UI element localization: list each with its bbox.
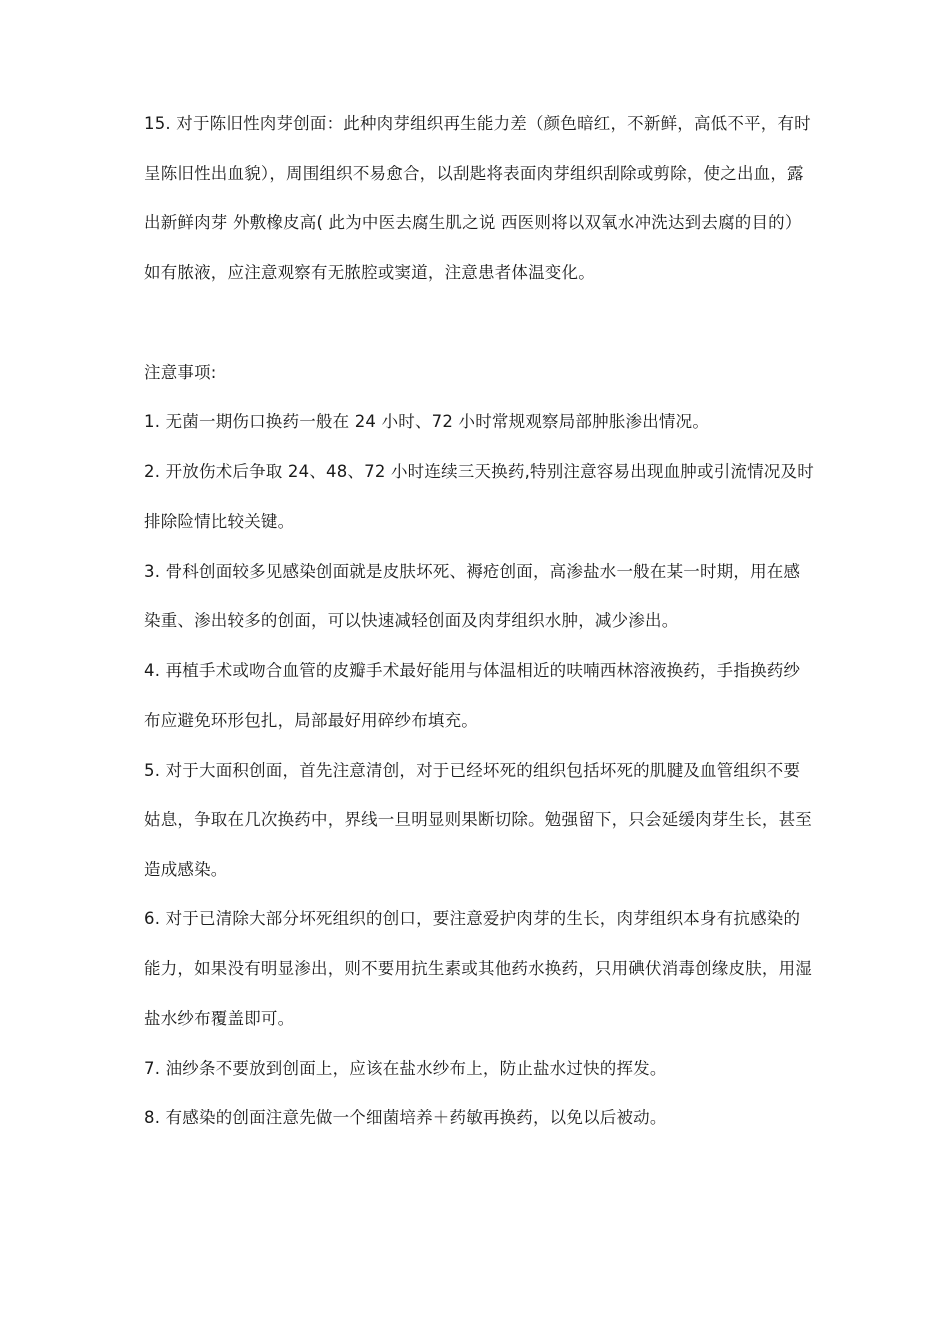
note-3-line-2: 染重、渗出较多的创面，可以快速减轻创面及肉芽组织水肿，减少渗出。 [144, 611, 679, 630]
note-3-line-1: 3. 骨科创面较多见感染创面就是皮肤坏死、褥疮创面，高渗盐水一般在某一时期，用在感 [144, 562, 801, 581]
para15-line-4: 如有脓液，应注意观察有无脓腔或窦道，注意患者体温变化。 [144, 263, 595, 282]
note-5-line-1: 5. 对于大面积创面，首先注意清创，对于已经坏死的组织包括坏死的肌腱及血管组织不要 [144, 761, 801, 780]
para15-line-2: 呈陈旧性出血貌），周围组织不易愈合，以刮匙将表面肉芽组织刮除或剪除，使之出血，露 [144, 164, 804, 183]
note-2-line-2: 排除险情比较关键。 [144, 512, 295, 531]
note-4-line-1: 4. 再植手术或吻合血管的皮瓣手术最好能用与体温相近的呋喃西林溶液换药，手指换药纱 [144, 661, 801, 680]
note-1-line-1: 1. 无菌一期伤口换药一般在 24 小时、72 小时常规观察局部肿胀渗出情况。 [144, 412, 710, 431]
note-6-line-3: 盐水纱布覆盖即可。 [144, 1009, 295, 1028]
note-6-line-1: 6. 对于已清除大部分坏死组织的创口，要注意爱护肉芽的生长，肉芽组织本身有抗感染的 [144, 909, 801, 928]
para15-line-3: 出新鲜肉芽 外敷橡皮高( 此为中医去腐生肌之说 西医则将以双氧水冲洗达到去腐的目的） [144, 213, 802, 232]
note-5-line-2: 姑息，争取在几次换药中，界线一旦明显则果断切除。勉强留下，只会延缓肉芽生长，甚至 [144, 810, 812, 829]
note-5-line-3: 造成感染。 [144, 860, 228, 879]
para15-line-1: 15. 对于陈旧性肉芽创面：此种肉芽组织再生能力差（颜色暗红，不新鲜，高低不平，有时 [144, 114, 811, 133]
note-8-line-1: 8. 有感染的创面注意先做一个细菌培养＋药敏再换药，以免以后被动。 [144, 1108, 667, 1127]
notes-heading: 注意事项: [144, 363, 217, 382]
note-4-line-2: 布应避免环形包扎，局部最好用碎纱布填充。 [144, 711, 478, 730]
note-2-line-1: 2. 开放伤术后争取 24、48、72 小时连续三天换药,特别注意容易出现血肿或引流情况及时 [144, 462, 814, 481]
note-7-line-1: 7. 油纱条不要放到创面上，应该在盐水纱布上，防止盐水过快的挥发。 [144, 1059, 667, 1078]
note-6-line-2: 能力，如果没有明显渗出，则不要用抗生素或其他药水换药，只用碘伏消毒创缘皮肤，用湿 [144, 959, 812, 978]
